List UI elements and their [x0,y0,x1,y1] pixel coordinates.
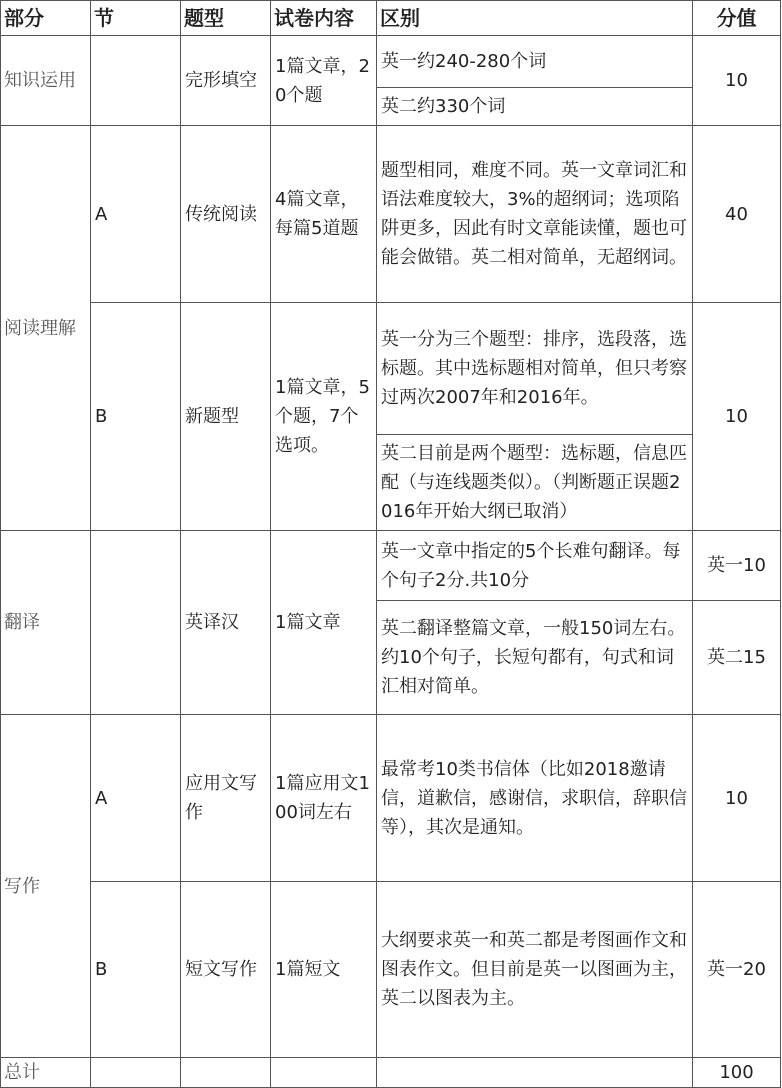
content-cell: 1篇文章 [271,531,377,715]
table-row [1,882,781,1058]
score-cell: 10 [693,715,781,882]
section-cell: B [91,303,181,531]
table-row [1,36,781,88]
total-row [1,1058,781,1088]
content-cell: 1篇文章，20个题 [271,36,377,126]
part-cell: 写作 [1,715,91,1058]
score-cell: 英二15 [693,601,781,715]
diff-cell: 最常考10类书信体（比如2018邀请信，道歉信，感谢信，求职信，辞职信等），其次是通知。 [377,715,693,882]
type-cell: 新题型 [181,303,271,531]
type-cell: 英译汉 [181,531,271,715]
section-cell: A [91,715,181,882]
empty-cell [91,1058,181,1088]
diff-cell: 英一分为三个题型：排序，选段落，选标题。其中选标题相对简单，但只考察过两次2007年和2016年。 [377,303,693,435]
type-cell: 传统阅读 [181,126,271,303]
section-cell [91,531,181,715]
table-row [1,126,781,303]
diff-cell: 英二约330个词 [377,88,693,126]
header-score: 分值 [693,1,781,36]
header-part: 部分 [1,1,91,36]
part-cell: 知识运用 [1,36,91,126]
score-cell: 英一20 [693,882,781,1058]
section-cell [91,36,181,126]
header-diff: 区别 [377,1,693,36]
type-cell: 完形填空 [181,36,271,126]
diff-cell: 英二翻译整篇文章，一般150词左右。约10个句子，长短句都有，句式和词汇相对简单。 [377,601,693,715]
empty-cell [377,1058,693,1088]
diff-cell: 英一文章中指定的5个长难句翻译。每个句子2分.共10分 [377,531,693,601]
score-cell: 10 [693,303,781,531]
part-cell: 阅读理解 [1,126,91,531]
empty-cell [271,1058,377,1088]
score-cell: 40 [693,126,781,303]
score-cell: 10 [693,36,781,126]
table-row [1,715,781,882]
header-content: 试卷内容 [271,1,377,36]
type-cell: 应用文写作 [181,715,271,882]
header-section: 节 [91,1,181,36]
total-score: 100 [693,1058,781,1088]
diff-cell: 英二目前是两个题型：选标题，信息匹配（与连线题类似）。（判断题正误题2016年开始大纲已取消） [377,435,693,531]
diff-cell: 英一约240-280个词 [377,36,693,88]
type-cell: 短文写作 [181,882,271,1058]
diff-cell: 题型相同，难度不同。英一文章词汇和语法难度较大，3%的超纲词；选项陷阱更多，因此有时文章能读懂，题也可能会做错。英二相对简单，无超纲词。 [377,126,693,303]
diff-cell: 大纲要求英一和英二都是考图画作文和图表作文。但目前是英一以图画为主，英二以图表为主。 [377,882,693,1058]
header-type: 题型 [181,1,271,36]
score-cell: 英一10 [693,531,781,601]
table-row [1,303,781,435]
part-cell: 翻译 [1,531,91,715]
section-cell: A [91,126,181,303]
table-row [1,531,781,601]
content-cell: 1篇文章，5个题，7个选项。 [271,303,377,531]
header-row [1,1,781,36]
content-cell: 1篇短文 [271,882,377,1058]
section-cell: B [91,882,181,1058]
content-cell: 4篇文章，每篇5道题 [271,126,377,303]
empty-cell [181,1058,271,1088]
content-cell: 1篇应用文100词左右 [271,715,377,882]
total-label: 总计 [1,1058,91,1088]
